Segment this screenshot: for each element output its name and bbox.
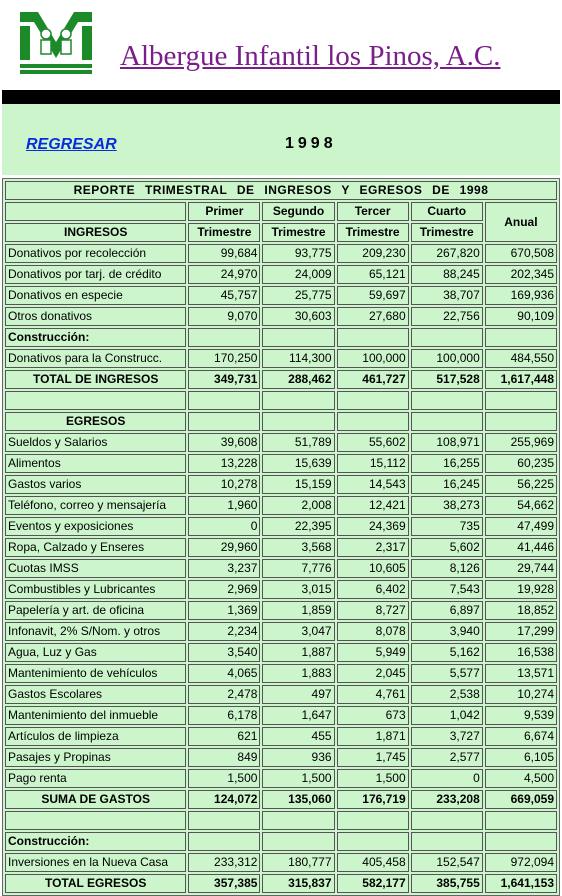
table-row: [5, 643, 557, 662]
construccion-heading: [5, 832, 557, 851]
cell-q2: 1,859: [262, 601, 334, 620]
cell-annual: 169,936: [485, 286, 557, 305]
cell-q2: 114,300: [262, 349, 334, 368]
cell-annual: 6,674: [485, 727, 557, 746]
cell-q3: 14,543: [337, 475, 409, 494]
cell-annual: 13,571: [485, 664, 557, 683]
cell-annual: 56,225: [485, 475, 557, 494]
cell-annual: 10,274: [485, 685, 557, 704]
total-egresos-row: [5, 874, 557, 893]
cell-q4: 16,255: [411, 454, 483, 473]
cell-q2: 22,395: [262, 517, 334, 536]
cell-q2: 1,887: [262, 643, 334, 662]
table-row: [5, 727, 557, 746]
cell-q4: 3,727: [411, 727, 483, 746]
cell-q4: 100,000: [411, 349, 483, 368]
spacer-row: [5, 391, 557, 410]
cell-q3: 8,727: [337, 601, 409, 620]
empty-cell: [485, 391, 557, 410]
cell-q4: 38,707: [411, 286, 483, 305]
cell-q1: 24,970: [188, 265, 260, 284]
table-row: [5, 685, 557, 704]
cell-q3: 1,745: [337, 748, 409, 767]
cell-q2: 497: [262, 685, 334, 704]
cell-q3: 12,421: [337, 496, 409, 515]
row-label: Pago renta: [5, 769, 186, 788]
construccion-heading-label: Construcción:: [5, 328, 186, 347]
empty-cell: [485, 328, 557, 347]
cell-q2: 3,047: [262, 622, 334, 641]
cell-annual: 6,105: [485, 748, 557, 767]
table-row: [5, 244, 557, 263]
cell-q4: 3,940: [411, 622, 483, 641]
cell-q1: 1,369: [188, 601, 260, 620]
table-row: [5, 517, 557, 536]
cell-q2: 3,015: [262, 580, 334, 599]
row-label: Inversiones en la Nueva Casa: [5, 853, 186, 872]
empty-cell: [411, 832, 483, 851]
cell-q1: 45,757: [188, 286, 260, 305]
row-label: Agua, Luz y Gas: [5, 643, 186, 662]
cell-q3: 209,230: [337, 244, 409, 263]
cell-annual: 18,852: [485, 601, 557, 620]
empty-cell: [188, 391, 260, 410]
cell-q4: 385,755: [411, 874, 483, 893]
construccion-heading-label: Construcción:: [5, 832, 186, 851]
col-q3-top: Tercer: [337, 202, 409, 221]
cell-q1: 3,540: [188, 643, 260, 662]
empty-cell: [188, 328, 260, 347]
cell-q4: 88,245: [411, 265, 483, 284]
cell-q3: 673: [337, 706, 409, 725]
row-label: Alimentos: [5, 454, 186, 473]
cell-q4: 6,897: [411, 601, 483, 620]
cell-q4: 5,577: [411, 664, 483, 683]
row-label: Infonavit, 2% S/Nom. y otros: [5, 622, 186, 641]
cell-annual: 1,641,153: [485, 874, 557, 893]
cell-annual: 202,345: [485, 265, 557, 284]
empty-cell: [337, 328, 409, 347]
cell-q1: 4,065: [188, 664, 260, 683]
cell-q1: 1,960: [188, 496, 260, 515]
cell-q1: 349,731: [188, 370, 260, 389]
cell-q4: 108,971: [411, 433, 483, 452]
cell-q2: 15,159: [262, 475, 334, 494]
cell-q2: 455: [262, 727, 334, 746]
table-row: [5, 433, 557, 452]
cell-q3: 2,045: [337, 664, 409, 683]
cell-annual: 90,109: [485, 307, 557, 326]
cell-q2: 30,603: [262, 307, 334, 326]
cell-annual: 1,617,448: [485, 370, 557, 389]
cell-q2: 135,060: [262, 790, 334, 809]
cell-q3: 461,727: [337, 370, 409, 389]
cell-q1: 99,684: [188, 244, 260, 263]
row-label: Donativos en especie: [5, 286, 186, 305]
cell-q2: 1,500: [262, 769, 334, 788]
cell-annual: 484,550: [485, 349, 557, 368]
empty-cell: [262, 832, 334, 851]
cell-q3: 405,458: [337, 853, 409, 872]
report-title: REPORTE TRIMESTRAL DE INGRESOS Y EGRESOS DE 1998: [5, 181, 557, 200]
cell-q3: 24,369: [337, 517, 409, 536]
cell-q4: 0: [411, 769, 483, 788]
row-label: Mantenimiento de vehículos: [5, 664, 186, 683]
col-q1-bottom: Trimestre: [188, 223, 260, 242]
cell-q3: 55,602: [337, 433, 409, 452]
table-row: [5, 853, 557, 872]
cell-q1: 170,250: [188, 349, 260, 368]
table-row: [5, 454, 557, 473]
cell-q2: 7,776: [262, 559, 334, 578]
col-q4-bottom: Trimestre: [411, 223, 483, 242]
empty-cell: [188, 811, 260, 830]
empty-cell: [485, 832, 557, 851]
empty-cell: [5, 202, 186, 221]
row-label: Ropa, Calzado y Enseres: [5, 538, 186, 557]
cell-annual: 60,235: [485, 454, 557, 473]
table-row: [5, 580, 557, 599]
cell-q2: 51,789: [262, 433, 334, 452]
table-row: [5, 748, 557, 767]
cell-q4: 152,547: [411, 853, 483, 872]
cell-q3: 100,000: [337, 349, 409, 368]
row-label: Donativos por tarj. de crédito: [5, 265, 186, 284]
cell-q1: 29,960: [188, 538, 260, 557]
cell-q2: 180,777: [262, 853, 334, 872]
cell-q4: 2,577: [411, 748, 483, 767]
row-label: Combustibles y Lubricantes: [5, 580, 186, 599]
cell-q1: 2,969: [188, 580, 260, 599]
cell-q1: 124,072: [188, 790, 260, 809]
cell-q2: 93,775: [262, 244, 334, 263]
cell-q4: 267,820: [411, 244, 483, 263]
cell-q4: 517,528: [411, 370, 483, 389]
table-row: [5, 601, 557, 620]
row-label: TOTAL DE INGRESOS: [5, 370, 186, 389]
empty-cell: [485, 811, 557, 830]
empty-cell: [188, 832, 260, 851]
row-label: Papelería y art. de oficina: [5, 601, 186, 620]
cell-q4: 233,208: [411, 790, 483, 809]
cell-annual: 54,662: [485, 496, 557, 515]
row-label: Otros donativos: [5, 307, 186, 326]
construccion-heading: [5, 328, 557, 347]
logo-icon: [16, 2, 96, 78]
cell-q3: 65,121: [337, 265, 409, 284]
cell-annual: 41,446: [485, 538, 557, 557]
cell-q2: 2,008: [262, 496, 334, 515]
table-row: [5, 286, 557, 305]
cell-annual: 17,299: [485, 622, 557, 641]
col-q4-top: Cuarto: [411, 202, 483, 221]
cell-q3: 5,949: [337, 643, 409, 662]
table-row: [5, 496, 557, 515]
row-label: Eventos y exposiciones: [5, 517, 186, 536]
row-label: Gastos varios: [5, 475, 186, 494]
cell-annual: 670,508: [485, 244, 557, 263]
cell-q1: 6,178: [188, 706, 260, 725]
table-row: [5, 769, 557, 788]
table-row: [5, 706, 557, 725]
suma-gastos-row: [5, 790, 557, 809]
table-row: [5, 559, 557, 578]
row-label: Artículos de limpieza: [5, 727, 186, 746]
cell-annual: 4,500: [485, 769, 557, 788]
cell-annual: 972,094: [485, 853, 557, 872]
cell-q3: 4,761: [337, 685, 409, 704]
cell-q4: 16,245: [411, 475, 483, 494]
cell-q2: 315,837: [262, 874, 334, 893]
empty-cell: [411, 412, 483, 431]
cell-q1: 9,070: [188, 307, 260, 326]
back-link[interactable]: REGRESAR: [26, 136, 117, 153]
empty-cell: [188, 412, 260, 431]
cell-q2: 3,568: [262, 538, 334, 557]
cell-q1: 10,278: [188, 475, 260, 494]
cell-q2: 15,639: [262, 454, 334, 473]
cell-q4: 2,538: [411, 685, 483, 704]
page-year: 1998: [285, 135, 337, 152]
cell-q1: 621: [188, 727, 260, 746]
row-label: Gastos Escolares: [5, 685, 186, 704]
cell-q4: 5,162: [411, 643, 483, 662]
cell-q4: 7,543: [411, 580, 483, 599]
cell-q3: 1,871: [337, 727, 409, 746]
table-row: [5, 349, 557, 368]
col-q1-top: Primer: [188, 202, 260, 221]
row-label: Mantenimiento del inmueble: [5, 706, 186, 725]
col-q2-bottom: Trimestre: [262, 223, 334, 242]
cell-q1: 3,237: [188, 559, 260, 578]
row-label: TOTAL EGRESOS: [5, 874, 186, 893]
col-q2-top: Segundo: [262, 202, 334, 221]
cell-q3: 8,078: [337, 622, 409, 641]
cell-q3: 15,112: [337, 454, 409, 473]
empty-cell: [485, 412, 557, 431]
col-q3-bottom: Trimestre: [337, 223, 409, 242]
cell-q3: 59,697: [337, 286, 409, 305]
cell-annual: 9,539: [485, 706, 557, 725]
empty-cell: [262, 412, 334, 431]
table-row: [5, 664, 557, 683]
cell-q1: 2,478: [188, 685, 260, 704]
spacer-row: [5, 811, 557, 830]
table-row: [5, 265, 557, 284]
empty-cell: [337, 832, 409, 851]
cell-annual: 255,969: [485, 433, 557, 452]
cell-q4: 1,042: [411, 706, 483, 725]
report-table: [2, 178, 560, 896]
cell-q1: 2,234: [188, 622, 260, 641]
cell-q3: 1,500: [337, 769, 409, 788]
section-ingresos: INGRESOS: [5, 223, 186, 242]
cell-q3: 6,402: [337, 580, 409, 599]
cell-q2: 25,775: [262, 286, 334, 305]
empty-cell: [337, 412, 409, 431]
table-row: [5, 622, 557, 641]
cell-q1: 13,228: [188, 454, 260, 473]
cell-q3: 176,719: [337, 790, 409, 809]
row-label: Sueldos y Salarios: [5, 433, 186, 452]
cell-q1: 233,312: [188, 853, 260, 872]
row-label: SUMA DE GASTOS: [5, 790, 186, 809]
site-title[interactable]: Albergue Infantil los Pinos, A.C.: [120, 40, 501, 72]
cell-q4: 38,273: [411, 496, 483, 515]
row-label: Teléfono, correo y mensajería: [5, 496, 186, 515]
row-label: Cuotas IMSS: [5, 559, 186, 578]
spacer-row-label: [5, 811, 186, 830]
empty-cell: [337, 391, 409, 410]
cell-q3: 10,605: [337, 559, 409, 578]
cell-annual: 19,928: [485, 580, 557, 599]
section-egresos: [5, 412, 557, 431]
cell-q1: 0: [188, 517, 260, 536]
cell-q4: 22,756: [411, 307, 483, 326]
empty-cell: [337, 811, 409, 830]
cell-q1: 39,608: [188, 433, 260, 452]
cell-annual: 669,059: [485, 790, 557, 809]
cell-annual: 29,744: [485, 559, 557, 578]
table-row: [5, 538, 557, 557]
cell-q3: 582,177: [337, 874, 409, 893]
empty-cell: [262, 391, 334, 410]
cell-q2: 24,009: [262, 265, 334, 284]
table-row: [5, 307, 557, 326]
cell-q4: 735: [411, 517, 483, 536]
empty-cell: [411, 811, 483, 830]
row-label: Donativos por recolección: [5, 244, 186, 263]
section-egresos-label: EGRESOS: [5, 412, 186, 431]
empty-cell: [411, 328, 483, 347]
cell-q4: 5,602: [411, 538, 483, 557]
cell-annual: 16,538: [485, 643, 557, 662]
row-label: Donativos para la Construcc.: [5, 349, 186, 368]
spacer-row-label: [5, 391, 186, 410]
cell-q1: 849: [188, 748, 260, 767]
empty-cell: [262, 811, 334, 830]
cell-q1: 357,385: [188, 874, 260, 893]
cell-q2: 1,647: [262, 706, 334, 725]
table-row: [5, 475, 557, 494]
cell-annual: 47,499: [485, 517, 557, 536]
total-ingresos-row: [5, 370, 557, 389]
cell-q3: 2,317: [337, 538, 409, 557]
empty-cell: [262, 328, 334, 347]
cell-q4: 8,126: [411, 559, 483, 578]
cell-q1: 1,500: [188, 769, 260, 788]
cell-q3: 27,680: [337, 307, 409, 326]
row-label: Pasajes y Propinas: [5, 748, 186, 767]
col-annual: Anual: [485, 202, 557, 242]
empty-cell: [411, 391, 483, 410]
cell-q2: 288,462: [262, 370, 334, 389]
header-divider: [2, 90, 560, 104]
cell-q2: 1,883: [262, 664, 334, 683]
cell-q2: 936: [262, 748, 334, 767]
